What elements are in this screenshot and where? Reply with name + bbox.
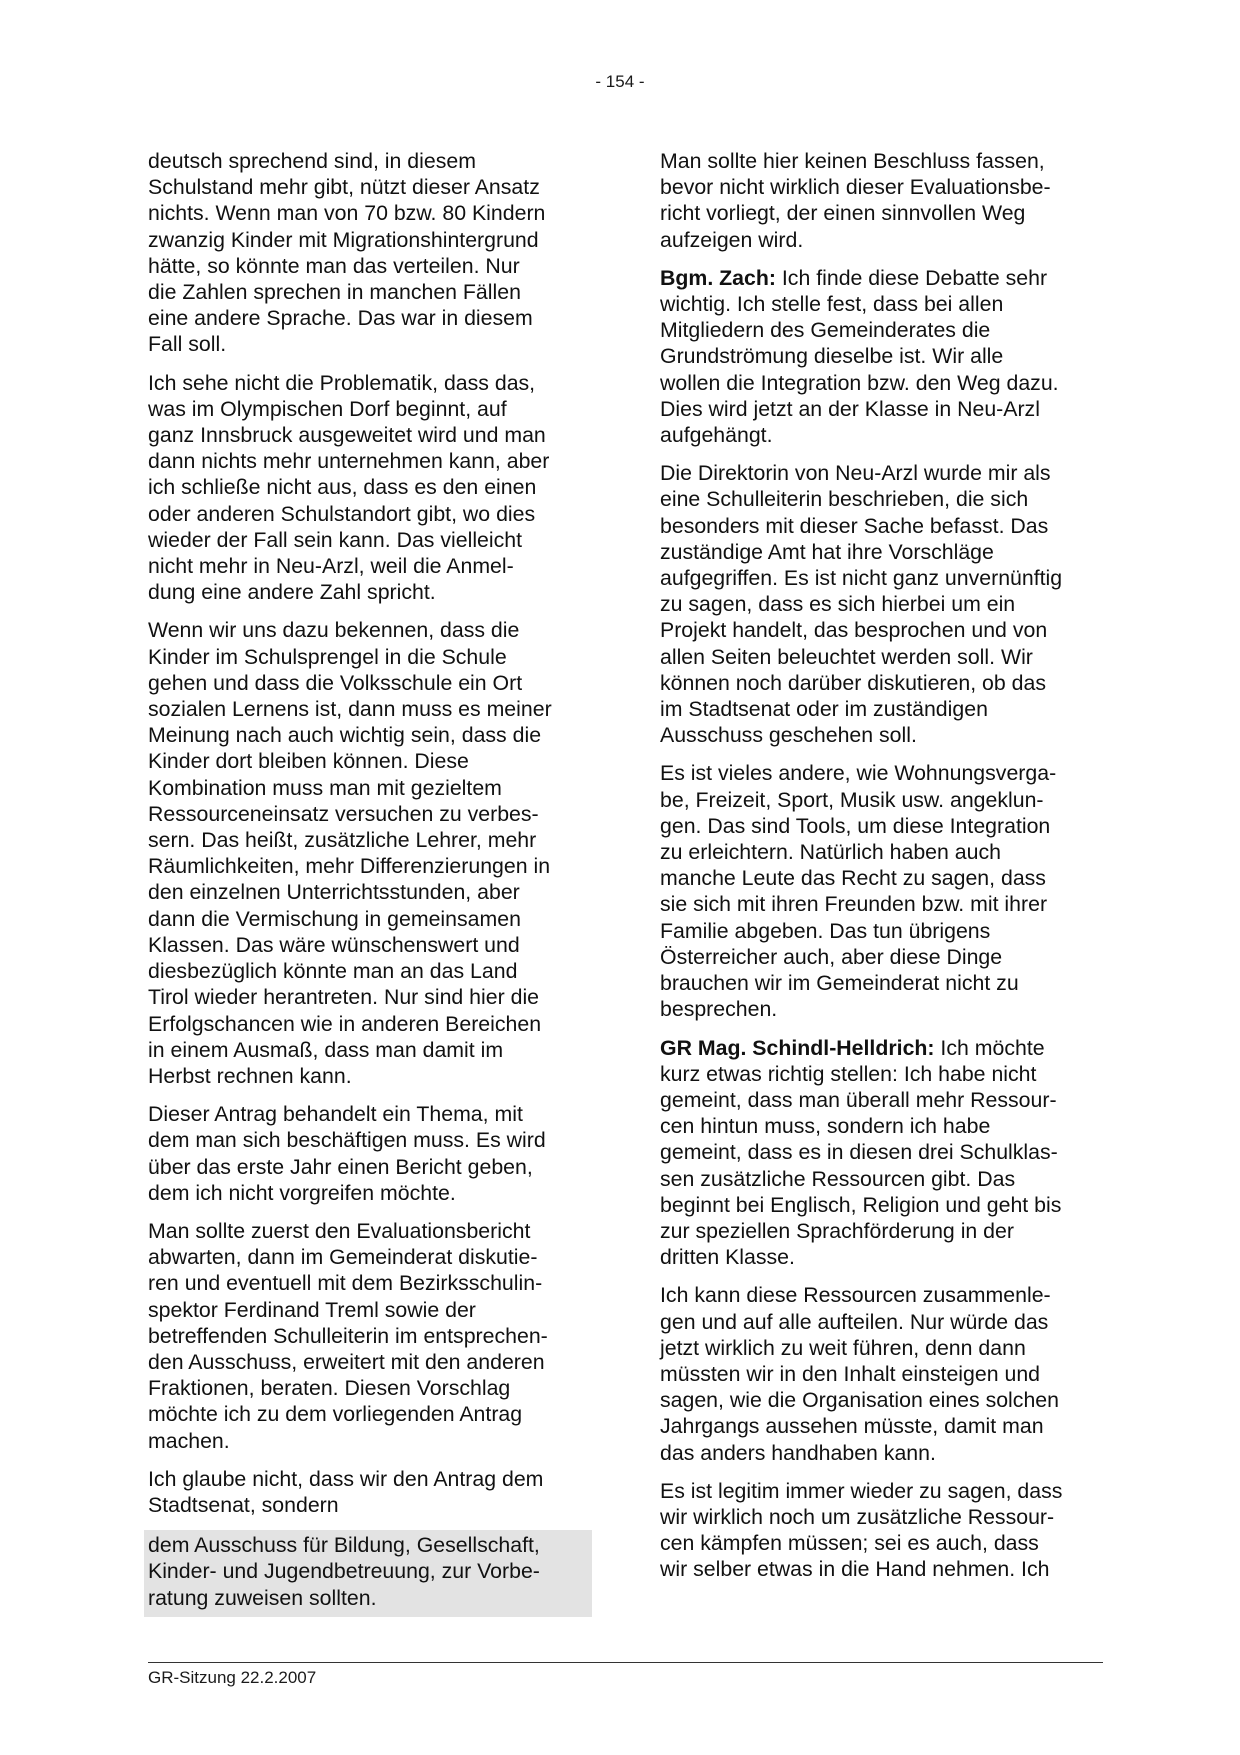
text-line: Räumlichkeiten, mehr Differenzierungen in bbox=[148, 854, 551, 879]
text-line: Dieser Antrag behandelt ein Thema, mit bbox=[148, 1102, 523, 1127]
text-line: dritten Klasse. bbox=[660, 1245, 795, 1270]
text-line: Kombination muss man mit gezieltem bbox=[148, 775, 502, 800]
text-line: zur speziellen Sprachförderung in der bbox=[660, 1218, 1014, 1243]
text-line: spektor Ferdinand Treml sowie der bbox=[148, 1297, 476, 1322]
text-line: zuständige Amt hat ihre Vorschläge bbox=[660, 539, 994, 564]
text-line: sagen, wie die Organisation eines solchen bbox=[660, 1388, 1059, 1413]
text-line: gen. Das sind Tools, um diese Integration bbox=[660, 813, 1051, 838]
text-line: gen und auf alle aufteilen. Nur würde das bbox=[660, 1309, 1049, 1334]
text-line: dann die Vermischung in gemeinsamen bbox=[148, 906, 521, 931]
text-line: Ausschuss geschehen soll. bbox=[660, 723, 917, 748]
text-line: cen hintun muss, sondern ich habe bbox=[660, 1114, 991, 1139]
text-line: Österreicher auch, aber diese Dinge bbox=[660, 944, 1003, 969]
left-column bbox=[148, 148, 588, 1629]
footer-text: GR-Sitzung 22.2.2007 bbox=[148, 1668, 317, 1687]
text-line: besprechen. bbox=[660, 997, 778, 1022]
text-line: Man sollte zuerst den Evaluationsbericht bbox=[148, 1218, 531, 1243]
text-line: Erfolgschancen wie in anderen Bereichen bbox=[148, 1011, 542, 1036]
text-line: das anders handhaben kann. bbox=[660, 1440, 936, 1465]
text-line: Ich sehe nicht die Problematik, dass das, bbox=[148, 370, 536, 395]
text-line: hätte, so könnte man das verteilen. Nur bbox=[148, 253, 520, 278]
footer-divider bbox=[148, 1662, 1103, 1663]
text-line: im Stadtsenat oder im zuständigen bbox=[660, 697, 988, 722]
text-line: ren und eventuell mit dem Bezirksschulin- bbox=[148, 1271, 543, 1296]
text-line: wieder der Fall sein kann. Das vielleicht bbox=[148, 527, 523, 552]
text-line: Projekt handelt, das besprochen und von bbox=[660, 618, 1048, 643]
text-line: dem man sich beschäftigen muss. Es wird bbox=[148, 1128, 546, 1153]
text-line: Fraktionen, beraten. Diesen Vorschlag bbox=[148, 1376, 511, 1401]
paragraph-9 bbox=[660, 460, 1100, 748]
paragraph-8 bbox=[660, 265, 1100, 448]
text-line: manche Leute das Recht zu sagen, dass bbox=[660, 866, 1046, 891]
text-line: aufgegriffen. Es ist nicht ganz unvernünftig bbox=[660, 566, 1063, 591]
text-line: Schulstand mehr gibt, nützt dieser Ansatz bbox=[148, 175, 540, 200]
text-line: dung eine andere Zahl spricht. bbox=[148, 580, 436, 605]
text-line: Stadtsenat, sondern bbox=[148, 1492, 339, 1517]
text-line: in einem Ausmaß, dass man damit im bbox=[148, 1037, 504, 1062]
paragraph-13 bbox=[660, 1478, 1100, 1583]
text-line: nicht mehr in Neu-Arzl, weil die Anmel- bbox=[148, 554, 514, 579]
text-line: Grundströmung dieselbe ist. Wir alle bbox=[660, 344, 1004, 369]
paragraph-7 bbox=[660, 148, 1100, 253]
text-line: machen. bbox=[148, 1428, 230, 1453]
text-line: sern. Das heißt, zusätzliche Lehrer, mehr bbox=[148, 828, 537, 853]
text-line: nichts. Wenn man von 70 bzw. 80 Kindern bbox=[148, 201, 546, 226]
text-line: wichtig. Ich stelle fest, dass bei allen bbox=[660, 292, 1004, 317]
text-line: zwanzig Kinder mit Migrationshintergrund bbox=[148, 227, 539, 252]
paragraph-5 bbox=[148, 1218, 588, 1454]
text-line: gemeint, dass man überall mehr Ressour- bbox=[660, 1087, 1057, 1112]
text-line: cen kämpfen müssen; sei es auch, dass bbox=[660, 1531, 1039, 1556]
speaker-name: GR Mag. Schindl-Helldrich: bbox=[660, 1035, 935, 1060]
text-line: dem Ausschuss für Bildung, Gesellschaft, bbox=[148, 1533, 540, 1558]
paragraph-1 bbox=[148, 148, 588, 358]
text-line: sen zusätzliche Ressourcen gibt. Das bbox=[660, 1166, 1016, 1191]
speaker-name: Bgm. Zach: bbox=[660, 265, 776, 290]
text-line: brauchen wir im Gemeinderat nicht zu bbox=[660, 971, 1019, 996]
text-line: Es ist vieles andere, wie Wohnungsverga- bbox=[660, 761, 1057, 786]
text-line: Wenn wir uns dazu bekennen, dass die bbox=[148, 618, 520, 643]
paragraph-3 bbox=[148, 617, 588, 1089]
text-line: Mitgliedern des Gemeinderates die bbox=[660, 318, 991, 343]
text-line: diesbezüglich könnte man an das Land bbox=[148, 959, 518, 984]
right-column bbox=[660, 148, 1100, 1595]
text-line: Kinder dort bleiben können. Diese bbox=[148, 749, 469, 774]
highlighted-passage bbox=[144, 1530, 592, 1617]
text-line: Herbst rechnen kann. bbox=[148, 1063, 352, 1088]
text-line: können noch darüber diskutieren, ob das bbox=[660, 670, 1046, 695]
paragraph-10 bbox=[660, 760, 1100, 1022]
text-line: Kinder- und Jugendbetreuung, zur Vorbe- bbox=[148, 1559, 540, 1584]
text-line: eine Schulleiterin beschrieben, die sich bbox=[660, 487, 1029, 512]
paragraph-2 bbox=[148, 370, 588, 606]
text-line: die Zahlen sprechen in manchen Fällen bbox=[148, 280, 521, 305]
text-line: eine andere Sprache. Das war in diesem bbox=[148, 306, 533, 331]
text-line: zu sagen, dass es sich hierbei um ein bbox=[660, 592, 1016, 617]
text-line: möchte ich zu dem vorliegenden Antrag bbox=[148, 1402, 523, 1427]
text-line: Ich kann diese Ressourcen zusammenle- bbox=[660, 1283, 1051, 1308]
text-line: Dies wird jetzt an der Klasse in Neu-Arzl bbox=[660, 396, 1040, 421]
text-line: abwarten, dann im Gemeinderat diskutie- bbox=[148, 1245, 538, 1270]
text-line: oder anderen Schulstandort gibt, wo dies bbox=[148, 501, 536, 526]
text-line: Ich finde diese Debatte sehr bbox=[775, 265, 1048, 290]
paragraph-6 bbox=[148, 1466, 588, 1518]
text-line: besonders mit dieser Sache befasst. Das bbox=[660, 513, 1049, 538]
text-line: gemeint, dass es in diesen drei Schulklas- bbox=[660, 1140, 1058, 1165]
text-line: ganz Innsbruck ausgeweitet wird und man bbox=[148, 423, 546, 448]
text-line: gehen und dass die Volksschule ein Ort bbox=[148, 670, 523, 695]
text-line: Jahrgangs aussehen müsste, damit man bbox=[660, 1414, 1044, 1439]
text-line: ratung zuweisen sollten. bbox=[148, 1585, 377, 1610]
text-line: jetzt wirklich zu weit führen, denn dann bbox=[660, 1335, 1026, 1360]
text-line: den einzelnen Unterrichtsstunden, aber bbox=[148, 880, 520, 905]
text-line: Meinung nach auch wichtig sein, dass die bbox=[148, 723, 542, 748]
text-line: wir selber etwas in die Hand nehmen. Ich bbox=[660, 1557, 1050, 1582]
text-line: Es ist legitim immer wieder zu sagen, dass bbox=[660, 1478, 1063, 1503]
text-line: kurz etwas richtig stellen: Ich habe nicht bbox=[660, 1061, 1037, 1086]
text-line: richt vorliegt, der einen sinnvollen Weg bbox=[660, 201, 1026, 226]
paragraph-11 bbox=[660, 1035, 1100, 1271]
text-line: Ich möchte bbox=[934, 1035, 1045, 1060]
text-line: aufgehängt. bbox=[660, 423, 773, 448]
text-line: Ressourceneinsatz versuchen zu verbes- bbox=[148, 801, 539, 826]
text-line: allen Seiten beleuchtet werden soll. Wir bbox=[660, 644, 1033, 669]
text-line: dann nichts mehr unternehmen kann, aber bbox=[148, 449, 550, 474]
text-line: be, Freizeit, Sport, Musik usw. angeklun- bbox=[660, 787, 1044, 812]
text-line: ich schließe nicht aus, dass es den einen bbox=[148, 475, 537, 500]
page-number: - 154 - bbox=[595, 72, 645, 91]
text-line: betreffenden Schulleiterin im entsprechen- bbox=[148, 1323, 548, 1348]
text-line: Die Direktorin von Neu-Arzl wurde mir als bbox=[660, 461, 1051, 486]
paragraph-12 bbox=[660, 1282, 1100, 1465]
text-line: deutsch sprechend sind, in diesem bbox=[148, 149, 476, 173]
text-line: sozialen Lernens ist, dann muss es meiner bbox=[148, 697, 552, 722]
text-line: Tirol wieder herantreten. Nur sind hier die bbox=[148, 985, 540, 1010]
text-line: sie sich mit ihren Freunden bzw. mit ihrer bbox=[660, 892, 1048, 917]
text-line: Fall soll. bbox=[148, 332, 227, 357]
text-line: dem ich nicht vorgreifen möchte. bbox=[148, 1180, 456, 1205]
text-line: den Ausschuss, erweitert mit den anderen bbox=[148, 1349, 545, 1374]
text-line: müssten wir in den Inhalt einsteigen und bbox=[660, 1361, 1041, 1386]
text-line: wollen die Integration bzw. den Weg dazu. bbox=[660, 370, 1059, 395]
text-line: Ich glaube nicht, dass wir den Antrag dem bbox=[148, 1466, 544, 1491]
text-line: beginnt bei Englisch, Religion und geht bis bbox=[660, 1192, 1062, 1217]
text-line: aufzeigen wird. bbox=[660, 227, 804, 252]
text-line: wir wirklich noch um zusätzliche Ressour- bbox=[660, 1504, 1055, 1529]
text-line: Man sollte hier keinen Beschluss fassen, bbox=[660, 149, 1045, 173]
text-line: Klassen. Das wäre wünschenswert und bbox=[148, 932, 520, 957]
text-line: Familie abgeben. Das tun übrigens bbox=[660, 918, 991, 943]
text-line: über das erste Jahr einen Bericht geben, bbox=[148, 1154, 533, 1179]
text-line: zu erleichtern. Natürlich haben auch bbox=[660, 840, 1001, 865]
text-line: Kinder im Schulsprengel in die Schule bbox=[148, 644, 507, 669]
paragraph-4 bbox=[148, 1101, 588, 1206]
text-line: bevor nicht wirklich dieser Evaluationsbe- bbox=[660, 175, 1051, 200]
text-line: was im Olympischen Dorf beginnt, auf bbox=[148, 396, 507, 421]
